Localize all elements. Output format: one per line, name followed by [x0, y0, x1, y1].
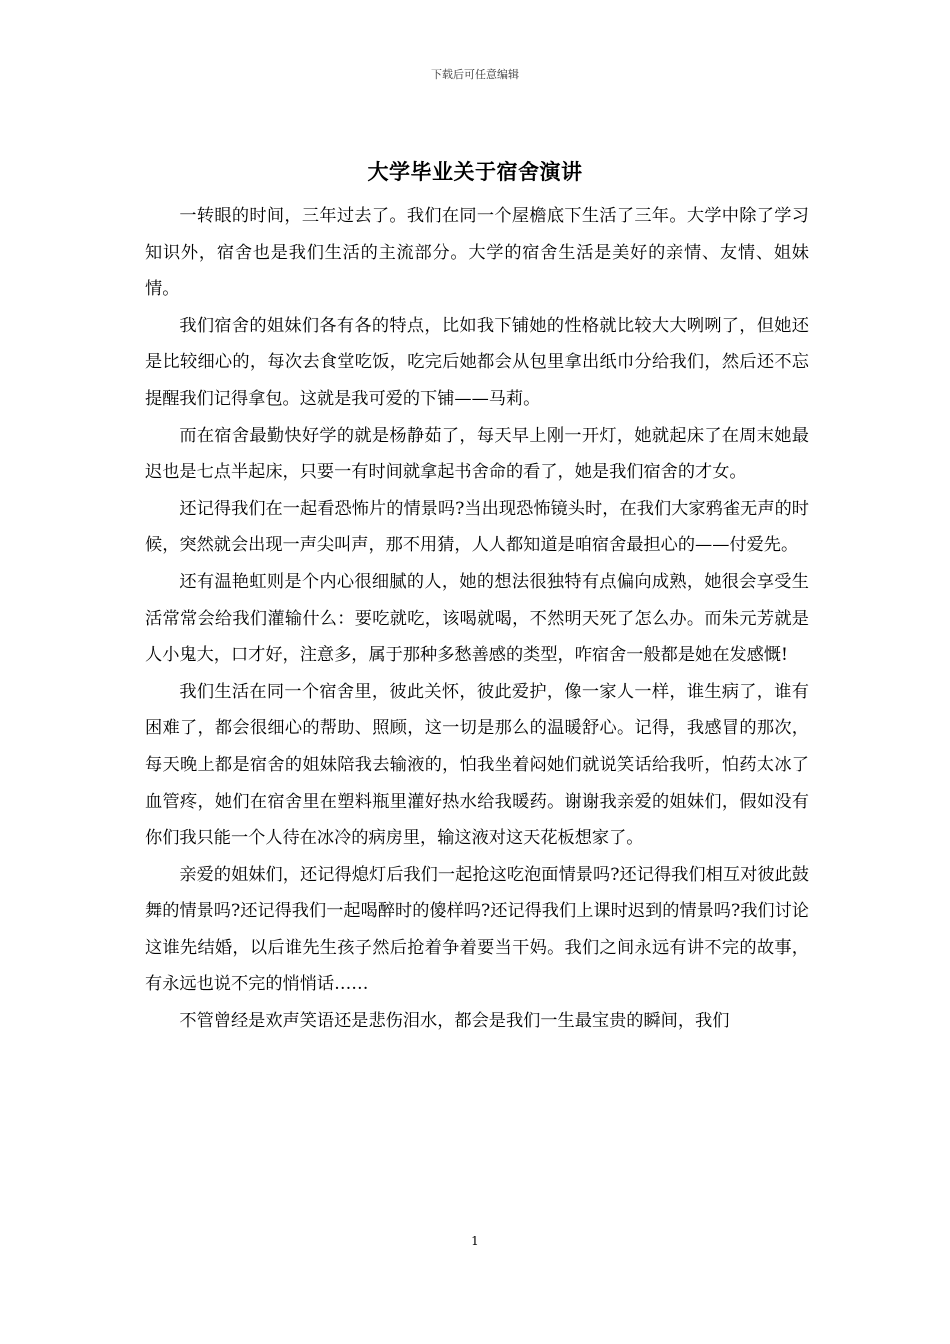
paragraph-4: 还记得我们在一起看恐怖片的情景吗?当出现恐怖镜头时，在我们大家鸦雀无声的时候，突然就会出现一声尖叫声，那不用猜，人人都知道是咱宿舍最担心的——付爱先。 [145, 498, 809, 556]
paragraph-5: 还有温艳虹则是个内心很细腻的人，她的想法很独特有点偏向成熟，她很会享受生活常常会给我们灌输什么：要吃就吃，该喝就喝，不然明天死了怎么办。而朱元芳就是人小鬼大，口才好，注意多，属于那种多愁善感的类型，咋宿舍一般都是她在发感慨! [145, 571, 809, 666]
page-number: 1 [471, 1234, 479, 1248]
document-body [145, 198, 809, 1040]
paragraph-8: 不管曾经是欢声笑语还是悲伤泪水，都会是我们一生最宝贵的瞬间，我们 [179, 1011, 730, 1032]
header-note: 下载后可任意编辑 [431, 68, 519, 81]
paragraph-2: 我们宿舍的姐妹们各有各的特点，比如我下铺她的性格就比较大大咧咧了，但她还是比较细心的，每次去食堂吃饭，吃完后她都会从包里拿出纸巾分给我们，然后还不忘提醒我们记得拿包。这就是我可爱的下铺——马莉。 [145, 315, 809, 409]
paragraph-7: 亲爱的姐妹们，还记得熄灯后我们一起抢这吃泡面情景吗?还记得我们相互对彼此鼓舞的情景吗?还记得我们一起喝醉时的傻样吗?还记得我们上课时迟到的情景吗?我们讨论这谁先结婚，以后谁先生孩子然后抢着争着要当干妈。我们之间永远有讲不完的故事，有永远也说不完的悄悄话…… [145, 864, 809, 995]
paragraph-3: 而在宿舍最勤快好学的就是杨静茹了，每天早上刚一开灯，她就起床了在周末她最迟也是七点半起床，只要一有时间就拿起书舍命的看了，她是我们宿舍的才女。 [145, 425, 809, 483]
paragraph-1: 一转眼的时间，三年过去了。我们在同一个屋檐底下生活了三年。大学中除了学习知识外，宿舍也是我们生活的主流部分。大学的宿舍生活是美好的亲情、友情、姐妹情。 [145, 206, 809, 300]
document-title: 大学毕业关于宿舍演讲 [367, 159, 583, 184]
paragraph-6: 我们生活在同一个宿舍里，彼此关怀，彼此爱护，像一家人一样，谁生病了，谁有困难了，都会很细心的帮助、照顾，这一切是那么的温暖舒心。记得，我感冒的那次，每天晚上都是宿舍的姐妹陪我去输液的，怕我坐着闷她们就说笑话给我听，怕药太冰了血管疼，她们在宿舍里在塑料瓶里灌好热水给我暖药。谢谢我亲爱的姐妹们，假如没有你们我只能一个人待在冰冷的病房里，输这液对这天花板想家了。 [145, 681, 809, 849]
